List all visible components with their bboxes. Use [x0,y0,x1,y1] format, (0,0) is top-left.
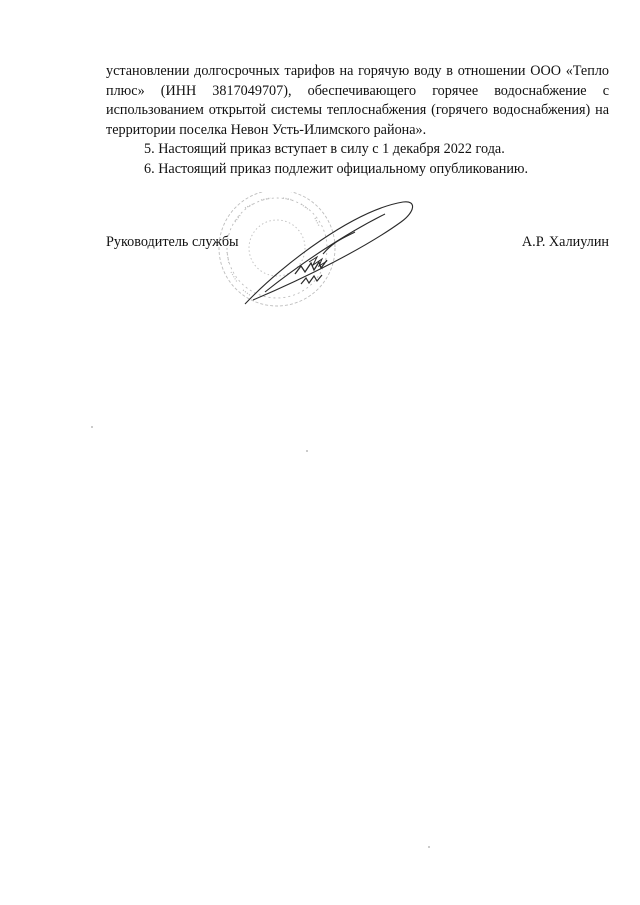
signatory-position: Руководитель службы [106,234,239,250]
document-body [106,62,609,179]
item-5: 5. Настоящий приказ вступает в силу с 1 декабря 2022 года. [144,141,505,157]
signature-row [106,233,609,255]
scan-artifact [91,426,93,428]
scan-artifact [428,846,430,848]
scan-artifact [306,450,308,452]
seal-stamp-with-signature [205,192,415,320]
signatory-name: А.Р. Халиулин [521,234,609,250]
item-6: 6. Настоящий приказ подлежит официальному опубликованию. [144,160,529,177]
paragraph-continuation: установлении долгосрочных тарифов на горячую воду в отношении ООО «Тепло плюс» (ИНН 3817049707), обеспечивающего горячее водоснабжение с использованием открытой системы теплоснабжения (горячего водоснабжения) на территории поселка Невон Усть-Илимского района». [106,63,609,138]
